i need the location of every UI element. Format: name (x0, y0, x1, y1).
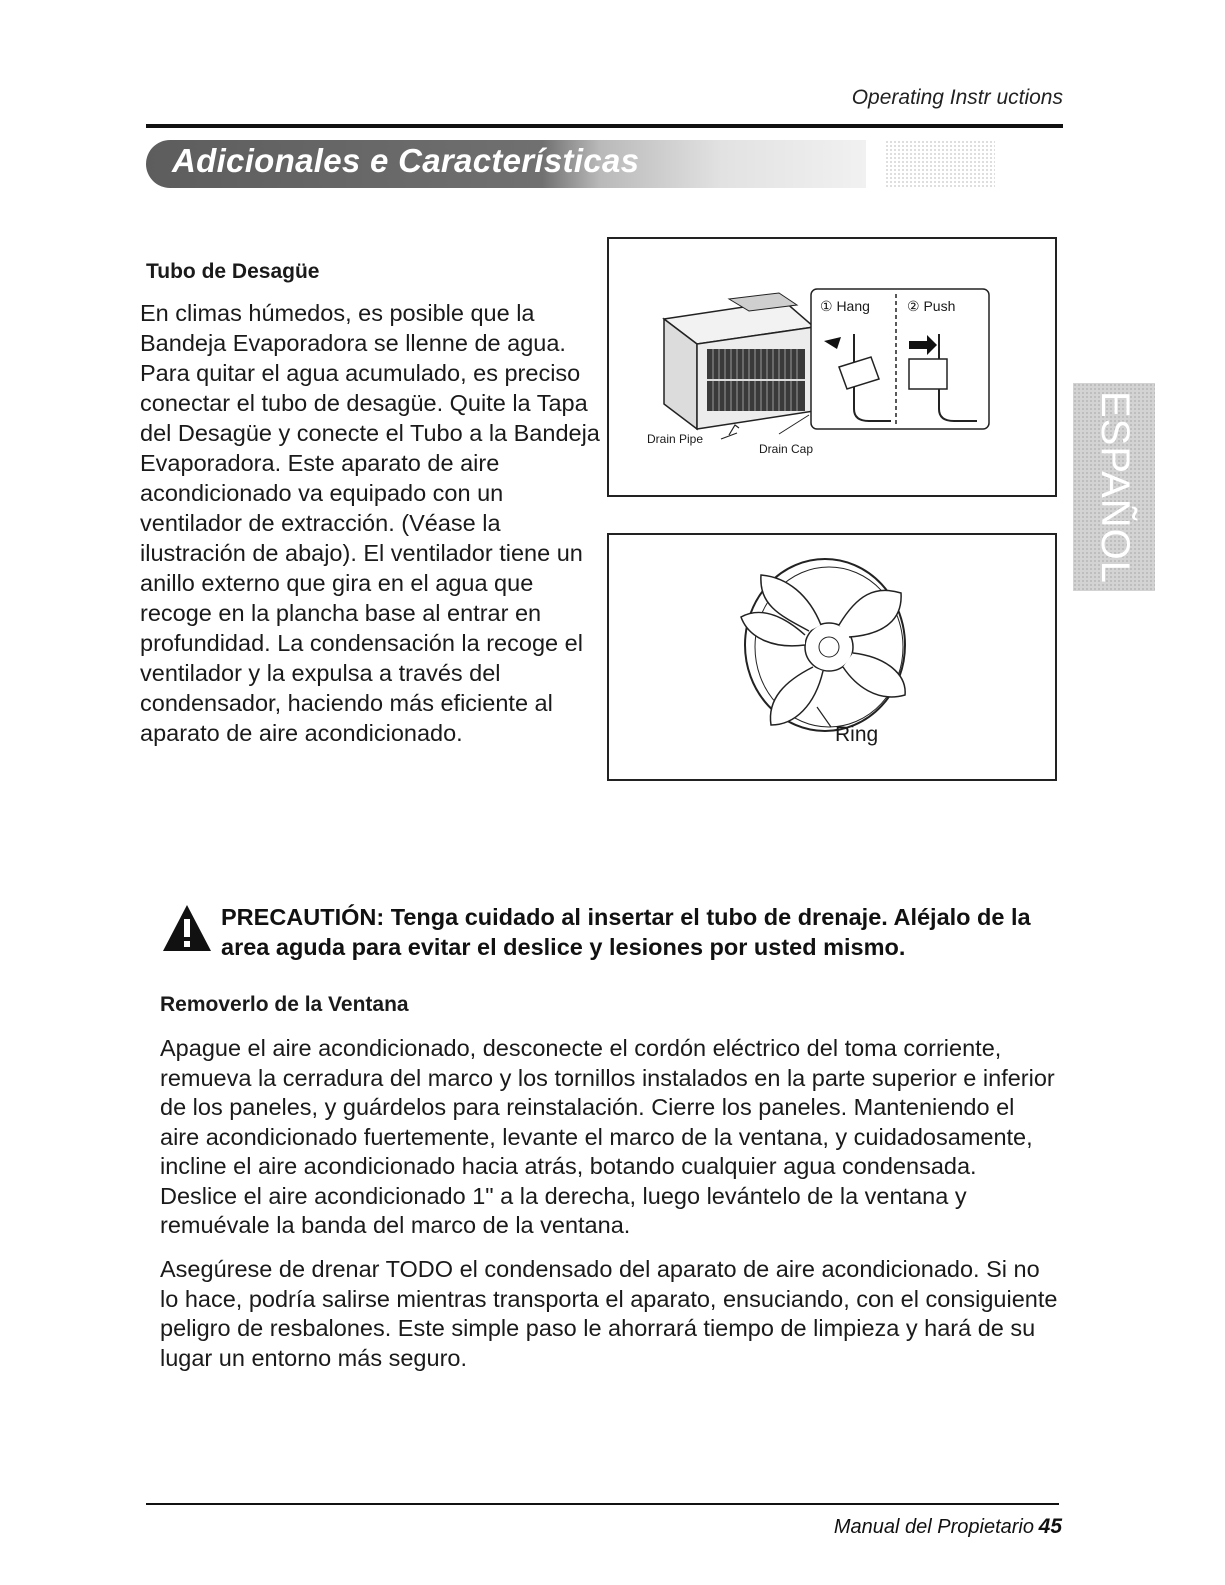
fan-illustration (609, 535, 1055, 779)
ring-label: Ring (835, 723, 879, 746)
warning-icon (161, 903, 213, 953)
drain-heading: Tubo de Desagüe (146, 260, 320, 283)
caution-text: PRECAUTIÓN: Tenga cuidado al insertar el tubo de drenaje. Aléjalo de la area aguda para evitar el deslice y lesiones por usted mismo. (221, 904, 1031, 960)
language-tab-label-wrap (1073, 383, 1155, 591)
drain-pipe-label: Drain Pipe (647, 432, 704, 446)
drain-cap-label: Drain Cap (759, 442, 814, 456)
footer-manual-title: Manual del Propietario (833, 1516, 1034, 1538)
running-header: Operating Instr uctions (851, 86, 1063, 109)
push-step-label: ② Push (907, 298, 956, 314)
section-title: Adicionales e Características (172, 142, 640, 179)
air-conditioner-illustration (609, 239, 1055, 495)
page-number: 45 (1038, 1515, 1062, 1538)
drain-cap-figure (607, 237, 1057, 497)
remove-paragraph-2: Asegúrese de drenar TODO el condensado del aparato de aire acondicionado. Si no lo hace, podría salirse mientras transporta el aparato, ensuciando, con el consiguiente peligro de resbalones. Este simple paso le ahorrará tiempo de limpieza y hará de su lugar un entorno más seguro. (160, 1256, 1058, 1371)
drain-body-text: En climas húmedos, es posible que la Bandeja Evaporadora se llenne de agua. Para quitar el agua acumulado, es preciso conectar el tubo de desagüe. Quite la Tapa del Desagüe y conecte el Tubo a la Bandeja Evaporadora. Este aparato de aire acondicionado va equipado con un ventilador de extracción. (Véase la ilustración de abajo). El ventilador tiene un anillo externo que gira en el agua que recoge en la plancha base al entrar en profundidad. La condensación la recoge el ventilador y la expulsa a través del condensador, haciendo más eficiente al aparato de aire acondicionado. (140, 300, 600, 746)
remove-heading: Removerlo de la Ventana (160, 993, 409, 1016)
bottom-divider (146, 1503, 1059, 1505)
fan-ring-figure (607, 533, 1057, 781)
remove-paragraph-1: Apague el aire acondicionado, desconecte el cordón eléctrico del toma corriente, remueva la cerradura del marco y los tornillos instalados en la parte superior e inferior de los paneles, y guárdelos para reinstalación. Cierre los paneles. Manteniendo el aire acondicionado fuertemente, levante el marco de la ventana, y cuidadosamente, incline el aire acondicionado hacia atrás, botando cualquier agua condensada. Deslice el aire acondicionado 1" a la derecha, luego levántelo de la ventana y remuévale la banda del marco de la ventana. (160, 1035, 1055, 1238)
hang-step-label: ① Hang (820, 298, 870, 314)
language-tab-label: ESPAÑOL (1092, 390, 1137, 584)
top-divider (146, 124, 1063, 128)
banner-decoration (885, 140, 995, 188)
